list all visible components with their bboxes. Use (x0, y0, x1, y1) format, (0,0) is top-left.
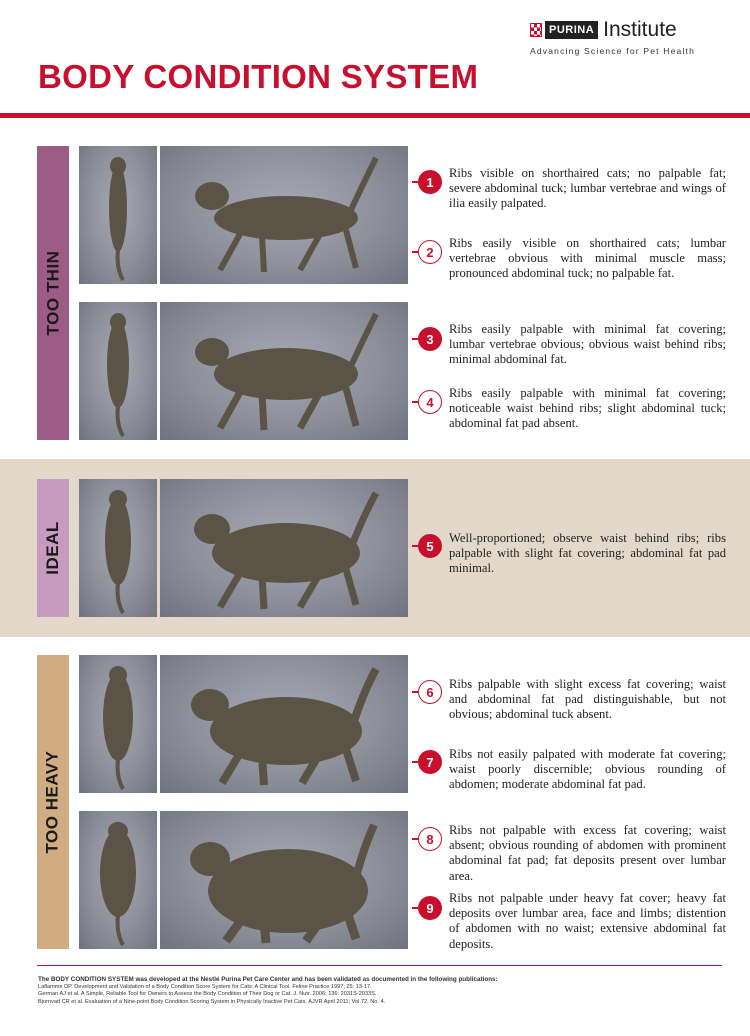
category-ideal (37, 479, 69, 617)
reference-item: Laflamme DP. Development and Validation of a Body Condition Score System for Cats: A Clinical Tool. Feline Practice 1997; 25: 13-17. (38, 984, 372, 990)
cat-photo-top-view (79, 479, 157, 617)
logo-brand: PURINA (545, 21, 598, 39)
cat-photo-top-view (79, 146, 157, 284)
logo-institute: Institute (603, 18, 677, 41)
score-description-9: Ribs not palpable under heavy fat cover; heavy fat deposits over lumbar area, face and limbs; distention of abdomen with no waist; extensive abdominal fat deposits. (449, 891, 726, 951)
checkerboard-icon (530, 23, 542, 37)
score-marker-5: 5 (418, 534, 442, 558)
category-too-heavy-label: TOO HEAVY (43, 750, 62, 854)
cat-photo-side-view (160, 302, 408, 440)
category-too-thin (37, 146, 69, 440)
score-description-4: Ribs easily palpable with minimal fat covering; noticeable waist behind ribs; slight abdominal tuck; abdominal fat pad absent. (449, 386, 726, 431)
score-marker-3: 3 (418, 327, 442, 351)
score-marker-9: 9 (418, 896, 442, 920)
score-marker-2: 2 (418, 240, 442, 264)
cat-photo-side-view (160, 811, 408, 949)
cat-photo-side-view (160, 146, 408, 284)
reference-item: German AJ et al. A Simple, Reliable Tool for Owners to Assess the Body Condition of Their Dog or Cat. J. Nutr. 2006; 136: 2031S-2033S. (38, 991, 377, 998)
score-description-3: Ribs easily palpable with minimal fat covering; lumbar vertebrae obvious; obvious waist behind ribs; minimal abdominal fat. (449, 322, 726, 367)
score-marker-7: 7 (418, 750, 442, 774)
score-marker-8: 8 (418, 827, 442, 851)
score-description-5: Well-proportioned; observe waist behind ribs; ribs palpable with slight fat covering; abdominal fat pad minimal. (449, 531, 726, 576)
logo-tagline: Advancing Science for Pet Health (530, 46, 696, 56)
footer-intro: The BODY CONDITION SYSTEM was developed at the Nestlé Purina Pet Care Center and has been validated as documented in the following publications: (38, 976, 498, 983)
page-title: BODY CONDITION SYSTEM (38, 58, 479, 95)
score-marker-1: 1 (418, 170, 442, 194)
score-marker-6: 6 (418, 680, 442, 704)
cat-photo-top-view (79, 811, 157, 949)
footer-references (38, 976, 728, 1006)
title-divider (0, 113, 750, 118)
cat-photo-side-view (160, 479, 408, 617)
purina-institute-logo (530, 19, 730, 59)
cat-photo-side-view (160, 655, 408, 793)
score-marker-4: 4 (418, 390, 442, 414)
reference-item: Bjornvad CR et al. Evaluation of a Nine-point Body Condition Scoring System in Physically Inactive Pet Cats. AJVR April 2011; Vol 72, No. 4. (38, 998, 386, 1005)
category-too-heavy (37, 655, 69, 949)
cat-photo-top-view (79, 655, 157, 793)
category-ideal-label: IDEAL (43, 521, 62, 575)
footer-divider (37, 965, 722, 966)
category-too-thin-label: TOO THIN (43, 250, 63, 336)
score-description-1: Ribs visible on shorthaired cats; no palpable fat; severe abdominal tuck; lumbar vertebrae and wings of ilia easily palpated. (449, 166, 726, 211)
cat-photo-top-view (79, 302, 157, 440)
score-description-2: Ribs easily visible on shorthaired cats; lumbar vertebrae obvious with minimal muscle mass; pronounced abdominal tuck; no palpable fat. (449, 236, 726, 281)
score-description-6: Ribs palpable with slight excess fat covering; waist and abdominal fat pad distinguishable, but not obvious; abdominal tuck absent. (449, 677, 726, 722)
score-description-8: Ribs not palpable with excess fat covering; waist absent; obvious rounding of abdomen with prominent abdominal fat pad; fat deposits present over lumbar area. (449, 823, 726, 883)
score-description-7: Ribs not easily palpated with moderate fat covering; waist poorly discernible; obvious rounding of abdomen; moderate abdominal fat pad. (449, 747, 726, 792)
